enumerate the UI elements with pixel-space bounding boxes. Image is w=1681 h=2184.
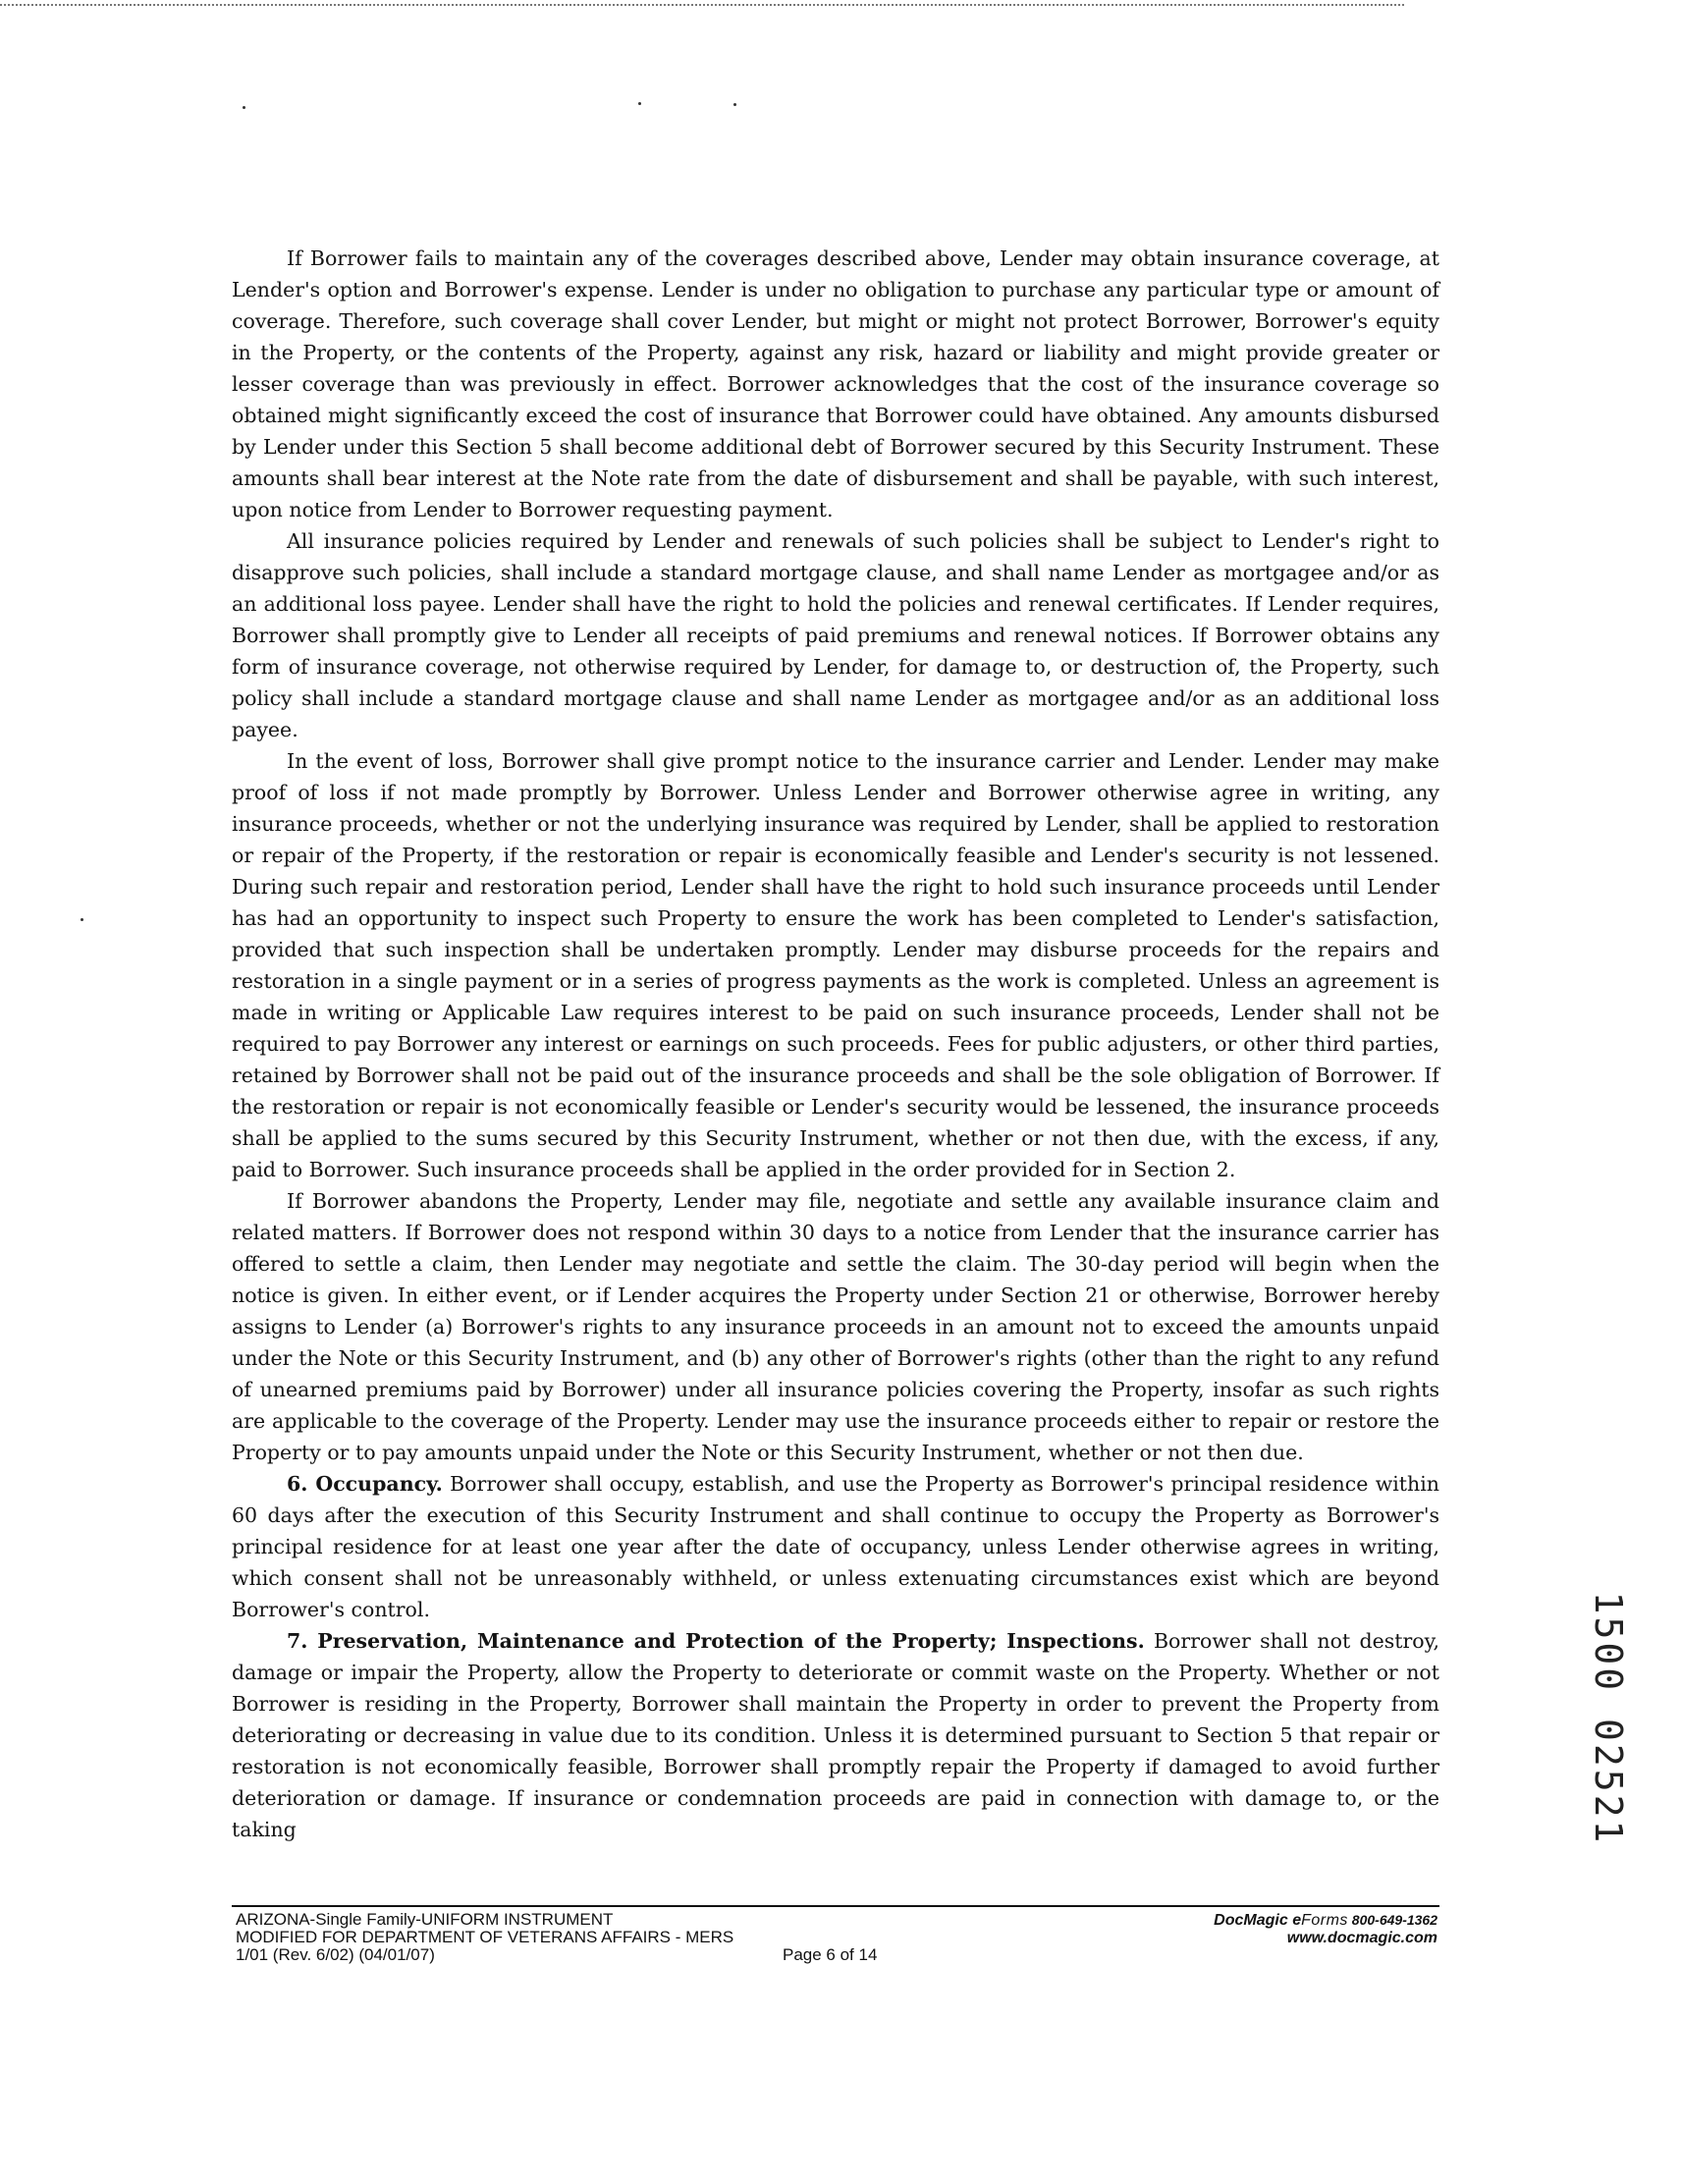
footer-divider bbox=[232, 1905, 1439, 1907]
stamp-text: 1500 02521 bbox=[1587, 1591, 1630, 1846]
section-heading: 6. Occupancy. bbox=[287, 1472, 443, 1496]
publisher-brand-line bbox=[1080, 1911, 1437, 1930]
paragraph-text: Borrower shall not destroy, damage or impair the Property, allow the Property to deteriorate or commit waste on the Property. Whether or not Borrower is residing in the Property, Borrower shall maintain the Property in order to prevent the Property from deteriorating or decreasing in value due to its condition. Unless it is determined pursuant to Section 5 that repair or restoration is not economically feasible, Borrower shall promptly repair the Property if damaged to avoid further deterioration or damage. If insurance or condemnation proceeds are paid in connection with damage to, or the taking bbox=[232, 1629, 1440, 1841]
paragraph bbox=[232, 243, 1439, 525]
page-number: Page 6 of 14 bbox=[783, 1945, 878, 1964]
scan-speck bbox=[243, 106, 245, 109]
form-subtitle: MODIFIED FOR DEPARTMENT OF VETERANS AFFAIRS - MERS bbox=[236, 1928, 734, 1946]
loan-number-stamp bbox=[1589, 1586, 1628, 1851]
document-body bbox=[232, 243, 1439, 1845]
paragraph bbox=[232, 1185, 1439, 1468]
publisher-info bbox=[1080, 1911, 1437, 1947]
paragraph bbox=[232, 745, 1439, 1185]
paragraph bbox=[232, 525, 1439, 745]
paragraph-text: If Borrower fails to maintain any of the coverages described above, Lender may obtain insurance coverage, at Lender's option and Borrower's expense. Lender is under no obligation to purchase any particular type or amount of coverage. Therefore, such coverage shall cover Lender, but might or might not protect Borrower, Borrower's equity in the Property, or the contents of the Property, against any risk, hazard or liability and might provide greater or lesser coverage than was previously in effect. Borrower acknowledges that the cost of the insurance coverage so obtained might significantly exceed the cost of insurance that Borrower could have obtained. Any amounts disbursed by Lender under this Section 5 shall become additional debt of Borrower secured by this Security Instrument. These amounts shall bear interest at the Note rate from the date of disbursement and shall be payable, with such interest, upon notice from Lender to Borrower requesting payment. bbox=[232, 246, 1439, 521]
form-revision: 1/01 (Rev. 6/02) (04/01/07) bbox=[236, 1945, 435, 1964]
publisher-name: DocMagic bbox=[1214, 1912, 1293, 1929]
eforms-logo: e bbox=[1292, 1912, 1302, 1929]
eforms-logo-text: Forms bbox=[1301, 1912, 1348, 1929]
paragraph-text: All insurance policies required by Lender and renewals of such policies shall be subject to Lender's right to disapprove such policies, shall include a standard mortgage clause, and shall name Lender as mortgagee and/or as an additional loss payee. Lender shall have the right to hold the policies and renewal certificates. If Lender requires, Borrower shall promptly give to Lender all receipts of paid premiums and renewal notices. If Borrower obtains any form of insurance coverage, not otherwise required by Lender, for damage to, or destruction of, the Property, such policy shall include a standard mortgage clause and shall name Lender as mortgagee and/or as an additional loss payee. bbox=[232, 529, 1439, 741]
scan-speck bbox=[81, 918, 83, 921]
form-title: ARIZONA-Single Family-UNIFORM INSTRUMENT bbox=[236, 1910, 614, 1929]
section-6-paragraph bbox=[232, 1468, 1439, 1625]
section-7-paragraph bbox=[232, 1625, 1439, 1845]
scan-speck bbox=[733, 103, 736, 106]
publisher-website: www.docmagic.com bbox=[1286, 1930, 1437, 1946]
paragraph-text: In the event of loss, Borrower shall give prompt notice to the insurance carrier and Lender. Lender may make proof of loss if not made promptly by Borrower. Unless Lender and Borrower otherwise agree in writing, any insurance proceeds, whether or not the underlying insurance was required by Lender, shall be applied to restoration or repair of the Property, if the restoration or repair is economically feasible and Lender's security is not lessened. During such repair and restoration period, Lender shall have the right to hold such insurance proceeds until Lender has had an opportunity to inspect such Property to ensure the work has been completed to Lender's satisfaction, provided that such inspection shall be undertaken promptly. Lender may disburse proceeds for the repairs and restoration in a single payment or in a series of progress payments as the work is completed. Unless an agreement is made in writing or Applicable Law requires interest to be paid on such insurance proceeds, Lender shall not be required to pay Borrower any interest or earnings on such proceeds. Fees for public adjusters, or other third parties, retained by Borrower shall not be paid out of the insurance proceeds and shall be the sole obligation of Borrower. If the restoration or repair is not economically feasible or Lender's security would be lessened, the insurance proceeds shall be applied to the sums secured by this Security Instrument, whether or not then due, with the excess, if any, paid to Borrower. Such insurance proceeds shall be applied in the order provided for in Section 2. bbox=[232, 749, 1439, 1181]
paragraph-text: Borrower shall occupy, establish, and use the Property as Borrower's principal residence within 60 days after the execution of this Security Instrument and shall continue to occupy the Property as Borrower's principal residence for at least one year after the date of occupancy, unless Lender otherwise agrees in writing, which consent shall not be unreasonably withheld, or unless extenuating circumstances exist which are beyond Borrower's control. bbox=[232, 1472, 1440, 1621]
paragraph-text: If Borrower abandons the Property, Lender may file, negotiate and settle any available insurance claim and related matters. If Borrower does not respond within 30 days to a notice from Lender that the insurance carrier has offered to settle a claim, then Lender may negotiate and settle the claim. The 30-day period will begin when the notice is given. In either event, or if Lender acquires the Property under Section 21 or otherwise, Borrower hereby assigns to Lender (a) Borrower's rights to any insurance proceeds in an amount not to exceed the amounts unpaid under the Note or this Security Instrument, and (b) any other of Borrower's rights (other than the right to any refund of unearned premiums paid by Borrower) under all insurance policies covering the Property, insofar as such rights are applicable to the coverage of the Property. Lender may use the insurance proceeds either to repair or restore the Property or to pay amounts unpaid under the Note or this Security Instrument, whether or not then due. bbox=[232, 1189, 1439, 1464]
scan-top-edge bbox=[0, 4, 1404, 6]
publisher-phone: 800-649-1362 bbox=[1347, 1912, 1437, 1928]
section-heading: 7. Preservation, Maintenance and Protection of the Property; Inspections. bbox=[287, 1629, 1145, 1653]
scan-speck bbox=[638, 102, 641, 105]
